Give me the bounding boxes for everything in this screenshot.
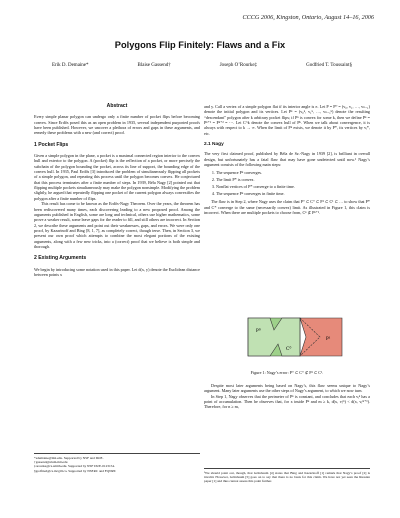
label-p0: P⁰ bbox=[256, 329, 261, 334]
subsection-2-1-heading: 2.1 Nagy bbox=[204, 142, 224, 148]
label-c0: C⁰ bbox=[286, 347, 292, 352]
right-paragraph-1: and y. Call a vertex of a simple polygon flat if its interior angle is π. Let P = P⁰ = (v₀, v₁, …, vₙ₋₁) denote the initial polygon and its vertices. Let Pᵏ = (v₀ᵏ, v₁ᵏ, …, vₙ₋₁ᵏ) denote the resulting “descendant” polygon after k arbitrary pocket flips; if Pᵏ is convex for some k, then we define Pᵏ = Pᵏ⁺¹ = Pᵏ⁺² = ⋯. Let C^k denote the convex hull of Pᵏ. When we talk about convergence, it is always with respect to k → ∞. When the limit of Pᵏ exists, we denote it by P*, its vertices by vᵢ*, etc. bbox=[204, 104, 370, 136]
author-4: Godfried T. Toussaint§ bbox=[306, 63, 352, 68]
right-paragraph-4: Despite most later arguments being based on Nagy’s, this flaw seems unique to Nagy’s argument. Many later arguments use the other steps of Nagy’s argument, to which we now turn. bbox=[204, 383, 370, 394]
figure-1-diagram bbox=[240, 310, 350, 362]
nagy-step-1: 1. The sequence Pᵏ converges. bbox=[216, 170, 370, 175]
footnote-2: †gassend@alum.mit.edu bbox=[34, 460, 68, 465]
author-3: Joseph O’Rourke‡ bbox=[219, 63, 258, 68]
figure-1-caption: Figure 1: Nagy’s error: P⁰ ⊂ C⁰ ⊄ P¹ ⊂ C¹. bbox=[250, 370, 324, 375]
author-2: Blaise Gassend† bbox=[137, 63, 171, 68]
right-column-continued bbox=[204, 383, 370, 410]
left-footnotes bbox=[34, 453, 200, 473]
label-p1: P¹ bbox=[326, 337, 331, 342]
nagy-step-2: 2. The limit P* is convex. bbox=[216, 177, 370, 182]
author-list bbox=[52, 63, 352, 68]
footnote-4: §godfried@cs.mcgill.ca. Supported by NSERC and FQNRT. bbox=[34, 468, 117, 473]
section-2-heading: 2 Existing Arguments bbox=[34, 255, 87, 262]
right-footnote: ¹We should point out, though, that Grünbaum [4] states that Bing and Kazarinoff [1] remark that Nagy’s proof [2] is invalid. However, Grünbaum [5] goes on to say that there is no basis for this claim. We have not yet seen the Russian paper [1] and thus cannot assess this point further. bbox=[204, 468, 370, 484]
nagy-paragraph: The very first claimed proof, published by Béla de Sz.-Nagy in 1939 [2], is brilliant in overall design, but unfortunately has a fatal flaw that may have gone undetected until now.¹ Nagy’s argument consists of the following main steps: bbox=[204, 151, 370, 168]
paper-title: Polygons Flip Finitely: Flaws and a Fix bbox=[114, 40, 286, 50]
author-1: Erik D. Demaine* bbox=[52, 63, 89, 68]
left-column bbox=[34, 104, 200, 277]
nagy-steps-list bbox=[204, 170, 370, 196]
footnote-3: ‡orourke@cs.smith.edu. Supported by NSF DUE-0123154. bbox=[34, 464, 115, 469]
section-1-heading: 1 Pocket Flips bbox=[34, 141, 69, 148]
footnote-1: *edemaine@mit.edu. Supported by NSF and DOE. bbox=[34, 456, 104, 460]
flaw-paragraph: The flaw is in Step 2, where Nagy uses the claim that P⁰ ⊂ C⁰ ⊂ P¹ ⊂ C¹ ⊂ … to show that P* and C* converge to the same (necessarily convex) limit. As illustrated in Figure 1, this claim is incorrect. When there are multiple pockets to choose from, Cᵏ ⊄ Pᵏ⁺¹. bbox=[204, 199, 370, 215]
nagy-step-4: 4. The sequence Pᵏ converges in finite time. bbox=[216, 191, 370, 196]
section-1-paragraph-1: Given a simple polygon in the plane, a pocket is a maximal connected region interior to the convex hull and exterior to the polygon. A (pocket) flip is the reflection of a pocket, or more precisely the subchain of the polygon bounding the pocket, across its line of support, the bounding edge of the convex hull. In 1935, Paul Erdős [3] introduced the problem of simultaneously flipping all pockets of a simple polygon, and repeating this process until the polygon becomes convex. He conjectured that this process terminates after a finite number of steps. In 1939, Béla Nagy [2] pointed out that flipping multiple pockets simultaneously may make the polygon nonsimple. Modifying the problem slightly, he argued that repeatedly flipping one pocket of the current polygon always convexifies the polygon after a finite number of flips. bbox=[34, 153, 200, 201]
section-2-paragraph-1: We begin by introducing some notation used in this paper. Let d(x, y) denote the Euclidean distance between points x bbox=[34, 266, 200, 277]
conference-header: CCCG 2006, Kingston, Ontario, August 14–16, 2006 bbox=[242, 14, 374, 21]
abstract-heading: Abstract bbox=[106, 103, 128, 109]
right-paragraph-5: In Step 1, Nagy observes that the perimeter of Pᵏ is constant, and concludes that each vᵢᵏ has a point of accumulation. Then he observes that, for x inside Pᵏ and m ≥ k, d(x, vᵢᵐ) < d(x, vᵢᵐ⁺¹). Therefore, for n ≥ m, bbox=[204, 393, 370, 410]
abstract-text: Every simple planar polygon can undergo only a finite number of pocket flips before becoming convex. Since Erdős posed this as an open problem in 1935, several independent purported proofs have been published. However, we uncover a plethora of errors and gaps in these arguments, and remedy these problems with a new (and correct) proof. bbox=[34, 114, 200, 136]
section-1-paragraph-2: This result has come to be known as the Erdős-Nagy Theorem. Over the years, the theorem has been rediscovered many times, each discovering leading to a new proposed proof. Among the arguments published in English, some are long and technical, others use higher mathematics, some prove a weaker result, some leave gaps for the reader to fill, and still others are incorrect. In Section 2, we describe these arguments and point out their weaknesses, gaps, and errors. We were only one proof, by Kazarinoff and Bing [8, 1, 7], as completely correct, though terse. Then, in Section 3, we present our own proof which attempts to combine the most elegant portions of the existing arguments, along with a few new tricks, into a (correct) proof that we believe is both simple and thorough. bbox=[34, 201, 200, 249]
right-column bbox=[204, 104, 370, 215]
nagy-step-3: 3. Nonflat vertices of P* converge to a finite time. bbox=[216, 184, 370, 189]
